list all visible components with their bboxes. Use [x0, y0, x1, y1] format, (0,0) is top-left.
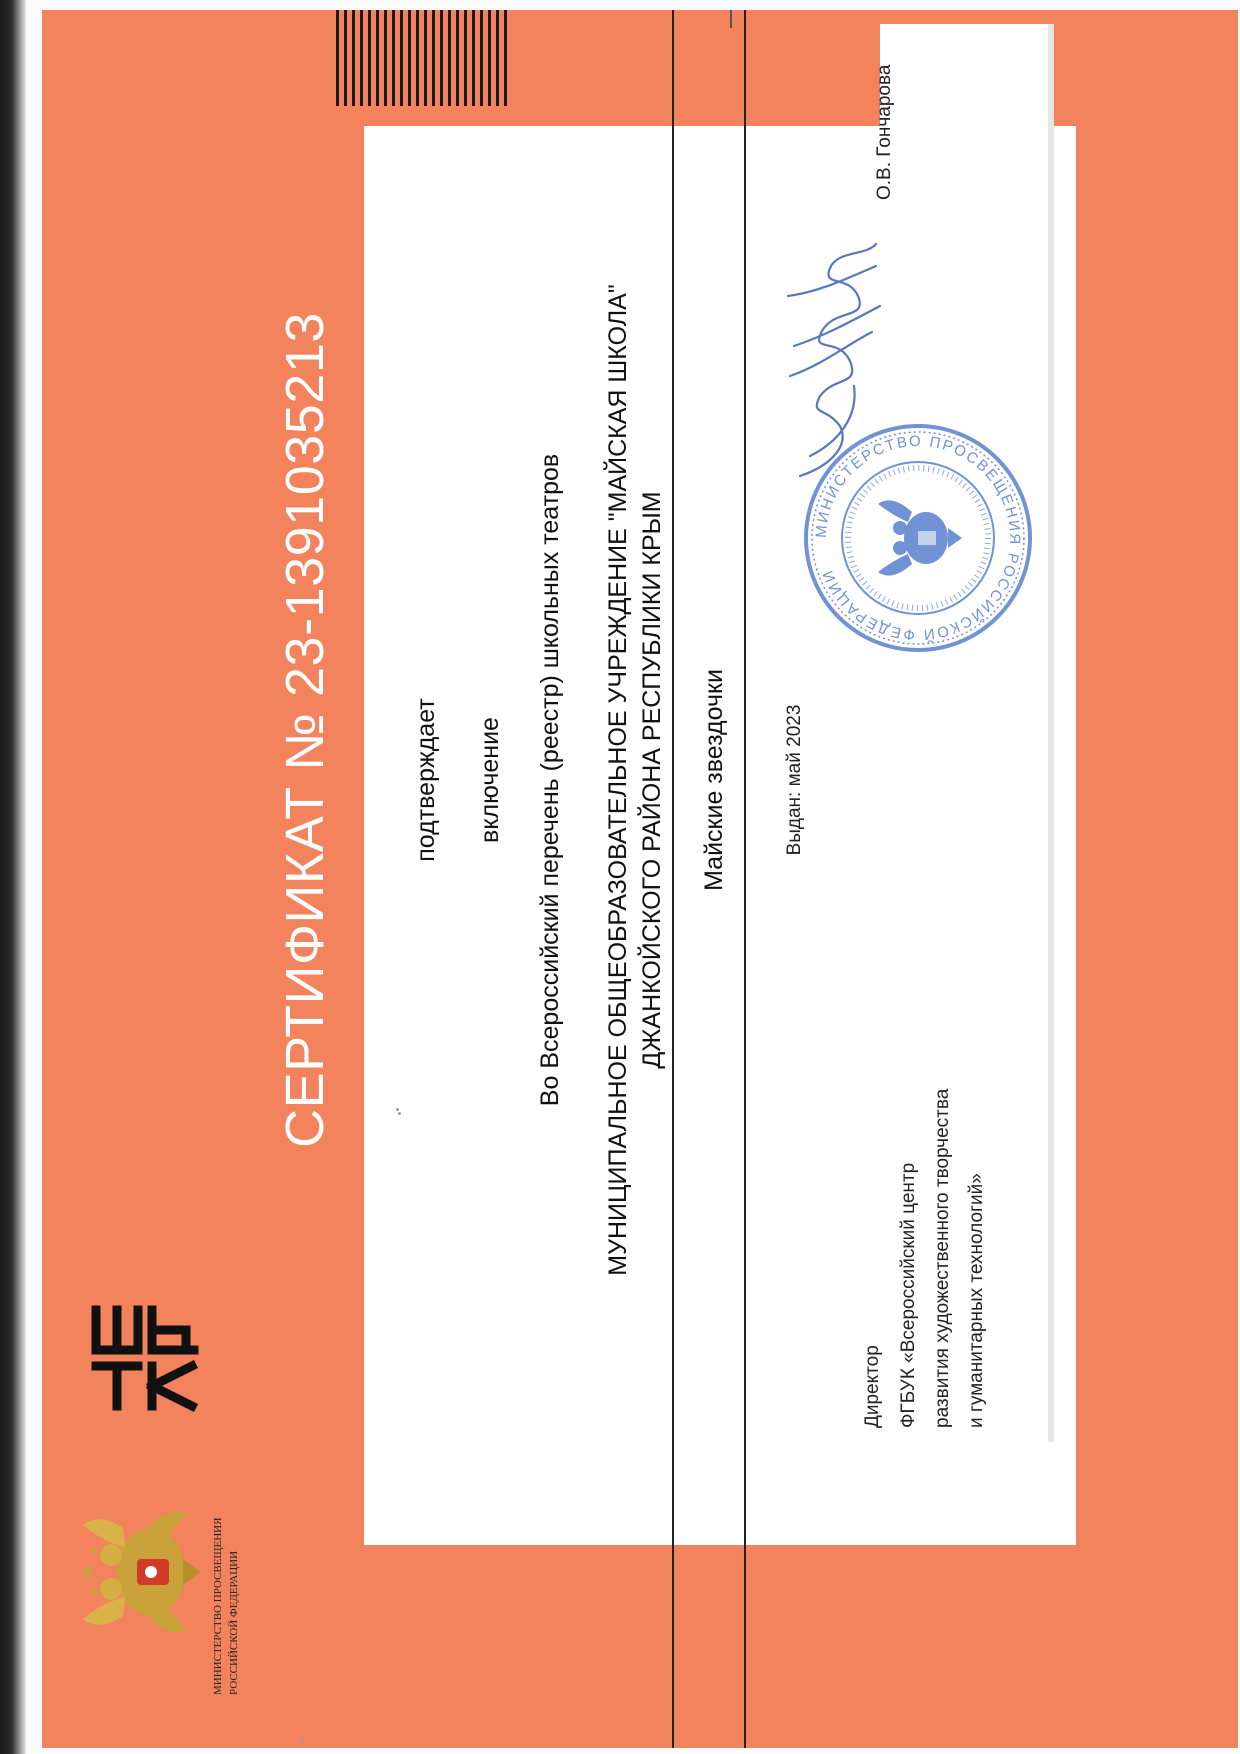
hatch-stripe [472, 10, 475, 106]
hatch-stripe [344, 10, 347, 106]
registry-text: Во Всероссийский перечень (реестр) школьных театров [536, 453, 564, 1107]
scan-edge [0, 0, 26, 1754]
hatch-stripe [440, 10, 443, 106]
hatch-stripe [392, 10, 395, 106]
divider-line [744, 10, 746, 1748]
hatch-stripe [464, 10, 467, 106]
scan-speck [300, 1738, 303, 1741]
hatch-stripe [384, 10, 387, 106]
signer-name: О.В. Гончарова [874, 64, 895, 200]
hatch-pattern [336, 10, 516, 106]
divider-tick [730, 10, 732, 28]
ministry-caption-line1: МИНИСТЕРСТВО ПРОСВЕЩЕНИЯ [212, 1517, 224, 1695]
orange-bottom-band [364, 1545, 1054, 1748]
hatch-stripe [416, 10, 419, 106]
hatch-stripe [360, 10, 363, 106]
hatch-stripe [504, 10, 507, 106]
hatch-stripe [480, 10, 483, 106]
hatch-stripe [432, 10, 435, 106]
certificate-title: СЕРТИФИКАТ № 23-1391035213 [275, 312, 335, 1148]
hatch-stripe [376, 10, 379, 106]
hatch-stripe [352, 10, 355, 106]
orange-right-band [1054, 10, 1238, 1748]
scan-speck [398, 1112, 401, 1115]
hatch-stripe [488, 10, 491, 106]
hatch-stripe [400, 10, 403, 106]
director-signature [780, 236, 890, 486]
hatch-stripe [496, 10, 499, 106]
hatch-stripe [368, 10, 371, 106]
bdt-logo [86, 1298, 204, 1418]
director-org-line3: и гуманитарных технологий» [966, 1173, 987, 1428]
panel-shadow [1048, 24, 1054, 1442]
coat-of-arms-emblem [76, 1484, 206, 1660]
hatch-stripe [336, 10, 339, 106]
organization-name-line1: МУНИЦИПАЛЬНОЕ ОБЩЕОБРАЗОВАТЕЛЬНОЕ УЧРЕЖДЕНИЕ "МАЙСКАЯ ШКОЛА" [604, 284, 632, 1276]
divider-line [672, 10, 674, 1748]
ministry-caption-line2: РОССИЙСКОЙ ФЕДЕРАЦИИ [228, 1550, 240, 1695]
hatch-stripe [456, 10, 459, 106]
seal-text: МИНИСТЕРСТВО ПРОСВЕЩЕНИЯ РОССИЙСКОЙ ФЕДЕРАЦИИ [812, 432, 1024, 644]
organization-name-line2: ДЖАНКОЙСКОГО РАЙОНА РЕСПУБЛИКИ КРЫМ [638, 491, 666, 1069]
director-org-line2: развития художественного творчества [932, 1088, 953, 1428]
confirms-text: подтверждает [412, 698, 440, 862]
hatch-stripe [448, 10, 451, 106]
hatch-stripe [408, 10, 411, 106]
issue-date: Выдан: май 2023 [784, 704, 805, 856]
scan-speck [396, 1108, 399, 1111]
hatch-stripe [424, 10, 427, 106]
inclusion-text: включение [476, 717, 504, 843]
director-org-line1: ФГБУК «Всероссийский центр [898, 1162, 919, 1428]
theater-name: Майские звездочки [700, 669, 728, 891]
director-role: Директор [862, 1345, 883, 1428]
